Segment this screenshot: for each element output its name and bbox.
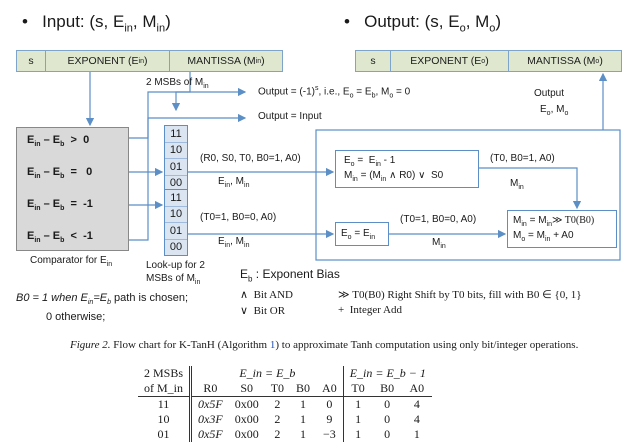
input-header: • Input: (s, $E_{in}$, $M_{in}$) [22,12,171,35]
comparator-row: $E_{in} - E_b < -1$ [27,230,93,245]
comparator-label: Comparator for $E_{in}$ [30,255,113,268]
lut-label: Look-up for 2 MSBs of $M_{in}$ [146,260,205,286]
params-right-label: (T0, B0=1, A0) [490,153,555,164]
mantissa-shift-box: $M_{in}$ = $M_{in}≫$ T0(B0) $M_o = M_{in} + A0$ [507,210,617,248]
params-mid-vars: $M_{in}$ [432,237,446,250]
output-neg-label: Output = $(-1)^s$, i.e., $E_o = E_b$, $M_o = 0$ [258,85,411,100]
input-sign-field: s [17,51,46,71]
comparator-row: $E_{in} - E_b = -1$ [27,198,93,213]
lut-entry: 10 [165,207,187,224]
b0-note: B0 = 1 when $E_{in}=E_b$ path is chosen; 0 otherwise; [16,292,189,324]
comparator-row: $E_{in} - E_b = 0$ [27,166,93,181]
params-right-vars: $M_{in}$ [510,178,524,191]
output-input-label: Output = Input [258,111,322,122]
params-top-label: (R0, S0, T0, B0=1, A0) [200,153,301,164]
params-top-vars: $E_{in}$, $M_{in}$ [218,176,250,189]
params-bot-label: (T0=1, B0=0, A0) [200,212,277,223]
comparator-row: $E_{in} - E_b > 0$ [27,134,90,149]
input-mantissa-field: MANTISSA (M in ) [187,55,265,67]
lut-entry: 01 [165,223,187,240]
exp-decrement-box: $E_o = E_{in} - 1$ $M_{in} = (M_{in}$ ∧ R0) ∨ S0 [335,150,479,188]
legend-add: + Integer Add [338,304,402,316]
figure-caption: Figure 2. Flow chart for K-TanH (Algorithm 1) to approximate Tanh computation using only bit/integer operations. [70,339,579,351]
table-row: 01 0x5F 0x00 2 1 −3 1 0 1 [157,427,420,441]
lut-entry: 10 [165,143,187,160]
output-exponent-field: EXPONENT (E o ) [391,51,509,71]
comparator-box [16,127,129,251]
table-row: 11 0x5F 0x00 2 1 0 1 0 4 [138,397,432,413]
output-side-label: Output [534,88,565,99]
output-side-vars: $E_o$, $M_o$ [540,104,569,117]
legend-bit-or: ∨ Bit OR [240,305,286,317]
lut-entry: 00 [169,241,183,254]
lut-entry: 11 [165,126,187,143]
output-sign-field: s [356,51,391,71]
legend-exponent-bias: $E_b$ : Exponent Bias [240,267,340,284]
lut-entry: 00 [169,177,183,190]
lut-entry: 11 [165,190,187,207]
lut-entry: 01 [165,159,187,176]
output-header: • Output: (s, $E_o$, $M_o$) [344,12,502,35]
legend-shift: ≫ T0(B0) Right Shift by T0 bits, fill with B0 ∈ {0, 1} [338,289,582,301]
two-msbs-label: 2 MSBs of $M_{in}$ [146,77,209,90]
params-mid-label: (T0=1, B0=0, A0) [400,214,477,225]
legend-bit-and: ∧ Bit AND [240,289,293,301]
table-subheader-row: of M_in R0 S0 T0 B0 A0 T0 B0 A0 [138,381,432,397]
table-row: 10 0x3F 0x00 2 1 9 1 0 4 [157,412,420,426]
algorithm-link[interactable]: 1 [269,339,276,351]
exp-equal-box: $E_o = E_{in}$ [335,222,389,246]
output-mantissa-field: MANTISSA (M o ) [527,55,603,67]
lut-bottom [164,189,188,256]
table-header-row: 2 MSBs E_in = E_b E_in = E_b − 1 [138,366,432,381]
input-exponent-field: EXPONENT (E in ) [46,51,170,71]
lut-top [164,125,188,192]
parameter-table [138,366,432,442]
arrow-exp-box-to-shift [478,168,577,208]
params-bot-vars: $E_{in}$, $M_{in}$ [218,236,250,249]
